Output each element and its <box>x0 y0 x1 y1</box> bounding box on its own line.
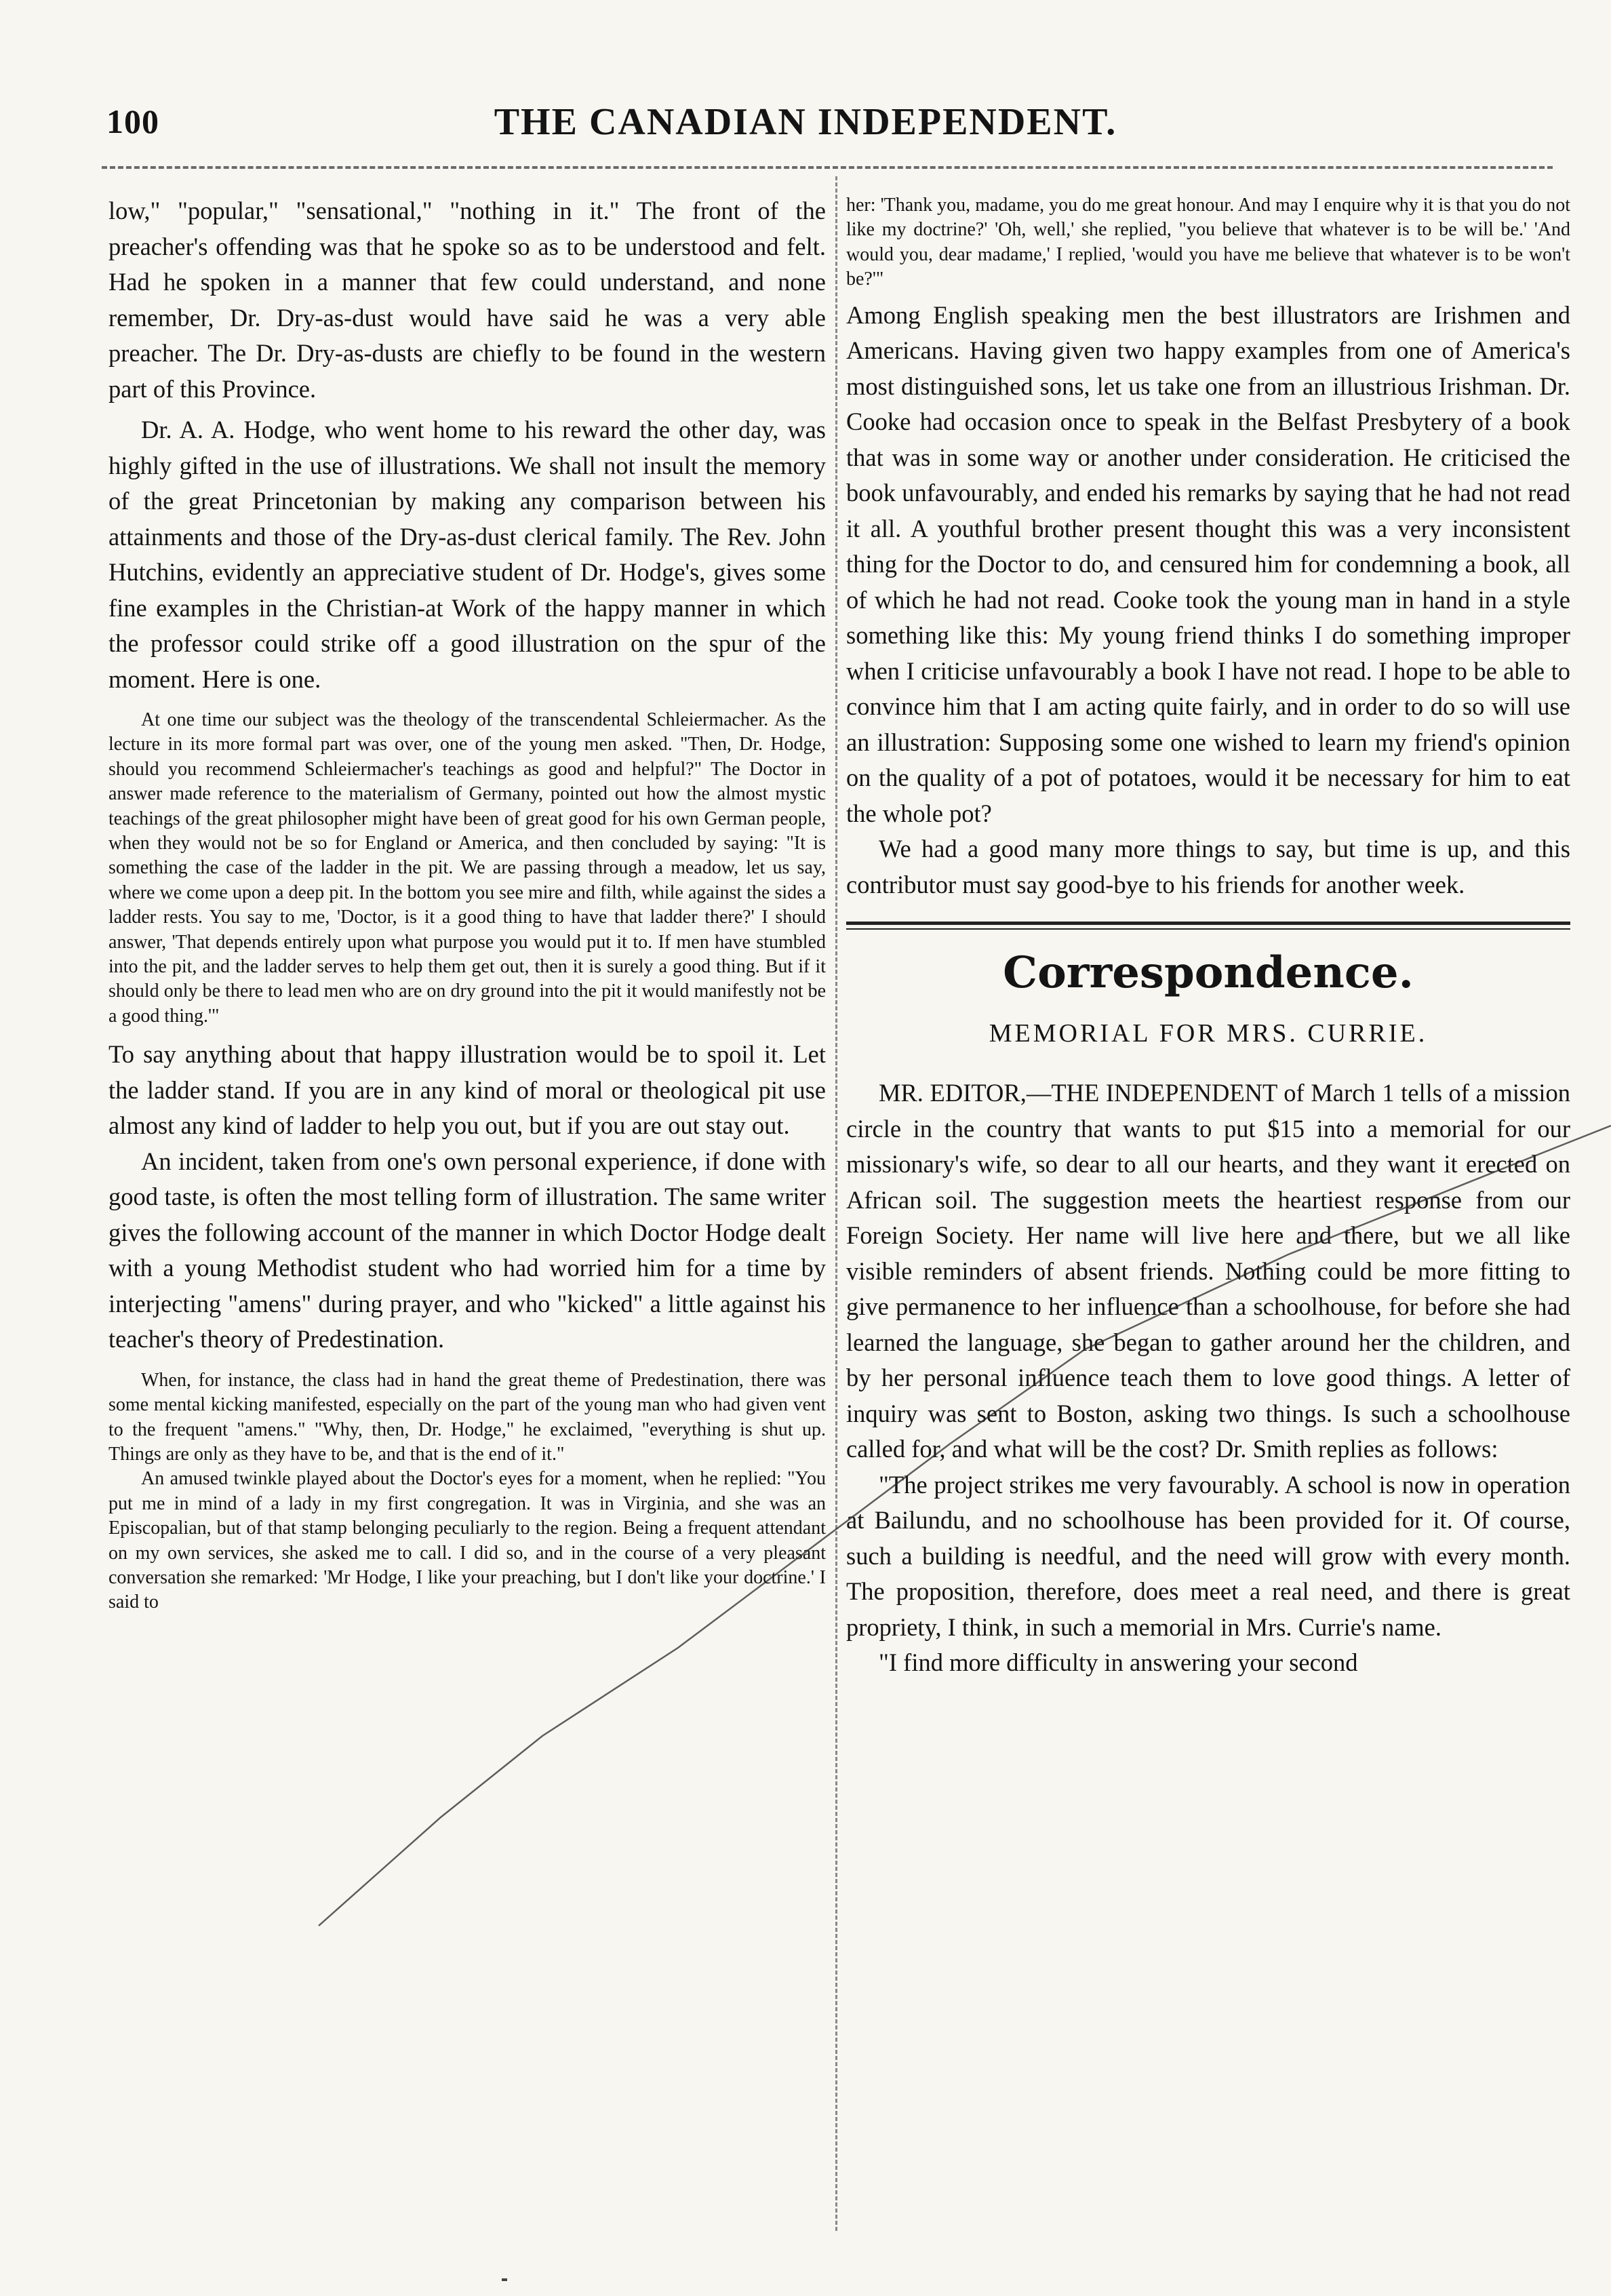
paragraph-project: "The project strikes me very favourably. A school is now in operation at Bailundu, and no schoolhouse has been provided for it. Of course, such a building is needful, and the need will grow with every month. The proposition, therefore, does meet a real need, and there is great propriety, I think, in such a memorial in Mrs. Currie's name. <box>846 1470 1570 1641</box>
paragraph-irishmen: Among English speaking men the best illustrators are Irishmen and Americans. Having given two happy examples from one of America's most distinguished sons, let us take one from an illustrious Irishman. Dr. Cooke had occasion once to speak in the Belfast Presbytery of a book that was in some way or another under consideration. He criticised the book unfavourably, and ended his remarks by saying that he had not read it all. A youthful brother present thought this was a very inconsistent thing for the Doctor to do, and censured him for condemning a book, all of which he had not read. Cooke took the young man in hand in a style something like this: My young friend thinks I do something improper when I criticise unfavourably a book I have not read. I hope to be able to convince him that I am acting quite fairly, and in order to do so will use an illustration: Supposing some one wished to learn my friend's opinion on the quality of a pot of potatoes, would it be necessary for him to eat the whole pot? <box>846 300 1570 827</box>
left-column <box>108 193 826 1623</box>
correspondence-heading: Correspondence. <box>1003 947 1414 999</box>
paragraph-editor-letter: MR. EDITOR,—THE INDEPENDENT of March 1 tells of a mission circle in the country that wants to put $15 into a memorial for our missionary's wife, so dear to all our hearts, and they want it erected on African soil. The suggestion meets the heartiest response from our Foreign Society. Her name will live here and there, but we all like visible reminders of absent friends. Nothing could be more fitting to give permanence to her influence than a schoolhouse, for before she had learned the language, she began to gather around her the children, and by her personal influence teach them to love good things. A letter of inquiry was sent to Boston, asking two things. Is such a schoolhouse called for, and what will be the cost? Dr. Smith replies as follows: <box>846 1079 1570 1463</box>
paragraph-ladder-stand: To say anything about that happy illustration would be to spoil it. Let the ladder stand. If you are in any kind of moral or theological pit use almost any kind of ladder to help you out, but if you are out stay out. <box>108 1040 826 1140</box>
paragraph-hodge: Dr. A. A. Hodge, who went home to his reward the other day, was highly gifted in the use of illustrations. We shall not insult the memory of the great Princetonian by making any comparison between his attainments and those of the Dry-as-dust clerical family. The Rev. John Hutchins, evidently an appreciative student of Dr. Hodge's, gives some fine examples in the Christian-at Work of the happy manner in which the professor could strike off a good illustration on the spur of the moment. Here is one. <box>108 416 826 693</box>
quote-continuation: her: 'Thank you, madame, you do me great honour. And may I enquire why it is that you do not like my doctrine?' 'Oh, well,' she replied, "you believe that whatever is to be will be.' 'And would you, dear madame,' I replied, 'would you have me believe that whatever is to be won't be?'" <box>846 195 1570 290</box>
paragraph-second-question: "I find more difficulty in answering your second <box>879 1648 1358 1677</box>
section-rule <box>846 922 1570 930</box>
quote-block-ladder <box>108 708 826 1029</box>
paragraph-preacher: low," "popular," "sensational," "nothing in it." The front of the preacher's offending was that he spoke so as to be understood and felt. Had he spoken in a manner that few could understand, and none remember, Dr. Dry-as-dust would have said he was a very able preacher. The Dr. Dry-as-dusts are chiefly to be found in the western part of this Province. <box>108 197 826 403</box>
header-rule <box>102 166 1553 169</box>
right-column <box>846 193 1570 1681</box>
running-head: THE CANADIAN INDEPENDENT. <box>494 101 1117 143</box>
paragraph-incident: An incident, taken from one's own personal experience, if done with good taste, is often the most telling form of illustration. The same writer gives the following account of the manner in which Doctor Hodge dealt with a young Methodist student who had worried him for a time by interjecting "amens" during prayer, and who "kicked" a little against his teacher's theory of Predestination. <box>108 1147 826 1353</box>
paragraph-goodbye: We had a good many more things to say, but time is up, and this contributor must say good-bye to his friends for another week. <box>846 835 1570 898</box>
quote-block-predestination <box>108 1368 826 1615</box>
quote-ladder: At one time our subject was the theology of the transcendental Schleiermacher. As the lecture in its more formal part was over, one of the young men asked. "Then, Dr. Hodge, should you recommend Schleiermacher's teachings as good and helpful?" The Doctor in answer made reference to the materialism of Germany, pointed out how the almost mystic teachings of the great philosopher might have been of great good for his own German people, when they would not be so for England or America, and then concluded by saying: "It is something the case of the ladder in the pit. We are passing through a meadow, let us say, where we come upon a deep pit. In the bottom you see mire and filth, while against the sides a ladder rests. You say to me, 'Doctor, is it a good thing to have that ladder there?' I should answer, 'That depends entirely upon what purpose you would put it to. If men have stumbled into the pit, and the ladder serves to help them get out, then it is surely a good thing. But if it should only be there to lead men who are on dry ground into the pit it would manifestly not be a good thing.'" <box>108 709 826 1027</box>
page-number: 100 <box>106 102 159 140</box>
bottom-ink-mark <box>502 2278 507 2281</box>
quote-predestination: When, for instance, the class had in hand the great theme of Predestination, there was some mental kicking manifested, especially on the part of the young man who had given vent to the frequent "amens." "Why, then, Dr. Hodge," he exclaimed, "everything is shut up. Things are only as they have to be, and that is the end of it." <box>108 1369 826 1465</box>
memorial-heading: MEMORIAL FOR MRS. CURRIE. <box>989 1019 1428 1048</box>
column-rule <box>835 176 837 2231</box>
quote-twinkle: An amused twinkle played about the Doctor's eyes for a moment, when he replied: "You put me in mind of a lady in my first congregation. It was in Virginia, and she was an Episcopalian, but of that stamp belonging peculiarly to the region. Being a frequent attendant on my own services, she asked me to call. I did so, and in the course of a very pleasant conversation she remarked: 'Mr Hodge, I like your preaching, but I don't like your doctrine.' I said to <box>108 1468 826 1613</box>
